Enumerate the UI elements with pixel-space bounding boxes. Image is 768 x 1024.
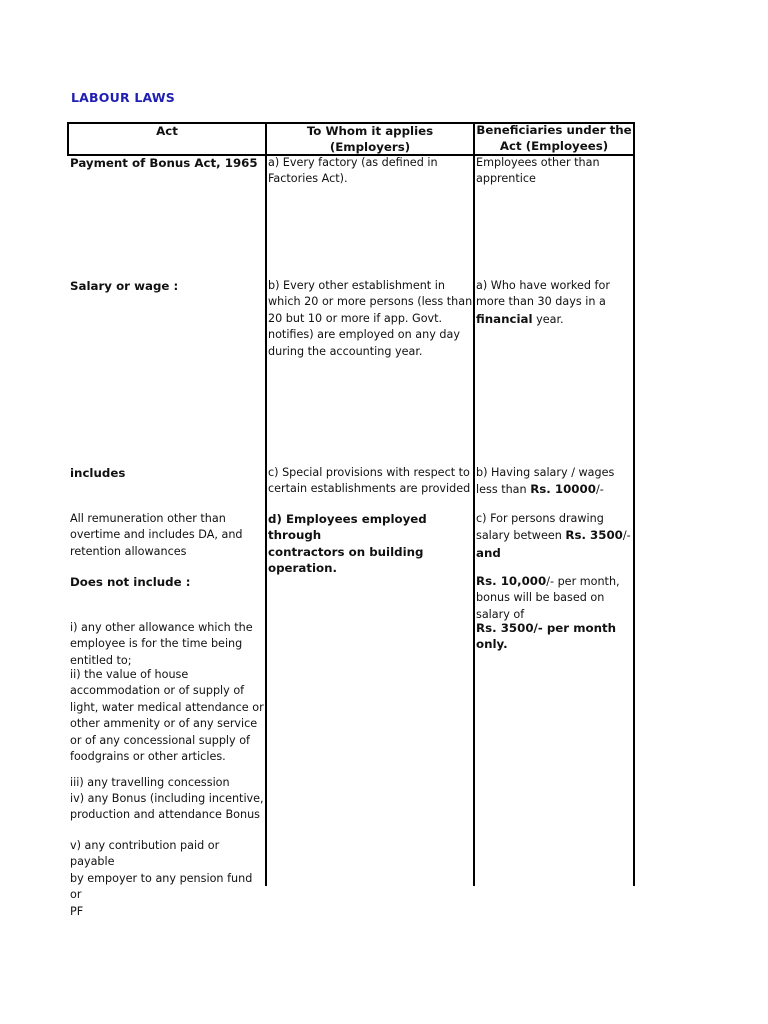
document-title: LABOUR LAWS [71,90,175,105]
salary-label: Salary or wage : [70,279,179,293]
beneficiary-item-a-suffix: year. [532,312,564,326]
beneficiary-item-b-suffix: /- [595,483,604,497]
applies-item-b: b) Every other establishment in which 20 or more persons (less than 20 but 10 or more if app. Govt. notifies) are employed on any day during the accounting year. [268,279,473,358]
beneficiary-item-c-upper-amount: Rs. 10,000 [476,574,547,588]
exclusion-2: ii) the value of house accommodation or of supply of light, water medical attendance or other ammenity or of any service or of any concessional supply of foodgrains or other articles. [70,668,264,764]
beneficiary-item-a-financial: financial [476,311,533,326]
beneficiary-item-c-continued [476,573,633,623]
applies-item-a: a) Every factory (as defined in Factories Act). [268,156,438,186]
applies-item-d: d) Employees employed through contractors on building operation. [268,512,427,576]
beneficiary-item-c-text: c) For persons drawing salary between [476,512,604,543]
beneficiary-item-c-bonus-text: /- per month, bonus will be based on salary of [476,575,620,621]
header-beneficiaries: Beneficiaries under the Act (Employees) [476,123,632,153]
header-act: Act [156,124,178,138]
column-divider-1 [265,122,267,886]
beneficiary-item-c-lower-amount: Rs. 3500 [565,528,623,543]
not-include-label: Does not include : [70,575,191,589]
beneficiary-item-c [476,511,634,562]
exclusion-3: iii) any travelling concession [70,776,230,789]
beneficiary-item-a-text: a) Who have worked for more than 30 days in a [476,279,610,309]
beneficiary-item-c-cap: Rs. 3500/- per month only. [476,621,617,652]
remuneration-text: All remuneration other than overtime and includes DA, and retention allowances [70,512,243,558]
beneficiary-item-b [476,465,633,499]
beneficiary-item-a [476,278,633,328]
exclusion-1: i) any other allowance which the employee is for the time being entitled to; [70,621,253,667]
act-name: Payment of Bonus Act, 1965 [70,156,258,170]
header-applies-to: To Whom it applies (Employers) [306,124,434,154]
beneficiary-item-c-and: and [476,545,501,560]
includes-label: includes [70,466,126,480]
beneficiary-item-b-text: b) Having salary / wages less than [476,466,615,497]
table-right-border [633,122,635,886]
applies-item-c: c) Special provisions with respect to certain establishments are provided [268,466,471,496]
beneficiary-item-b-amount: Rs. 10000 [530,482,596,497]
column-divider-2 [473,122,475,886]
exclusion-4: iv) any Bonus (including incentive, production and attendance Bonus [70,792,264,822]
beneficiary-general: Employees other than apprentice [476,156,600,186]
beneficiary-item-c-mid: /- [622,529,631,543]
exclusion-5: v) any contribution paid or payable by empoyer to any pension fund or PF [70,839,253,918]
